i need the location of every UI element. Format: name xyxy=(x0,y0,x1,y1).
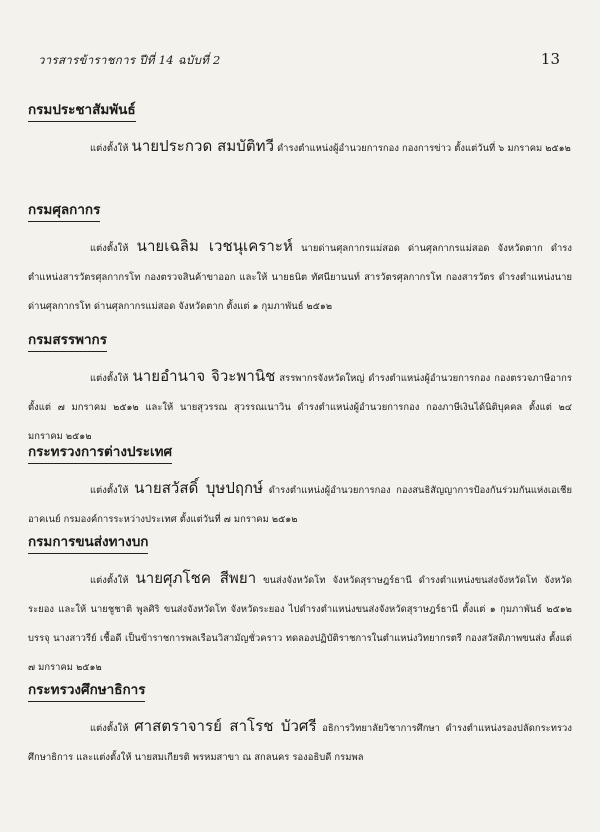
body-lead: แต่งตั้งให้ xyxy=(90,143,132,154)
section-body xyxy=(28,474,572,534)
body-text: อธิการวิทยาลัยวิชาการศึกษา ดำรงตำแหน่งรองปลัดกระทรวงศึกษาธิการ และแต่งตั้งให้ นายสมเกียรติ พรหมสาขา ณ สกลนคร รองอธิบดี กรมพล xyxy=(28,723,572,763)
appointee-name: นายเฉลิม เวชนุเคราะห์ xyxy=(136,237,293,255)
appointee-name: นายศุภโชค สีพยา xyxy=(135,569,257,587)
section-public-relations xyxy=(28,98,572,163)
appointee-name: ศาสตราจารย์ สาโรช บัวศรี xyxy=(134,717,317,735)
section-land-transport xyxy=(28,530,572,682)
page-number: 13 xyxy=(540,50,560,68)
section-body xyxy=(28,232,572,321)
body-lead: แต่งตั้งให้ xyxy=(90,373,133,384)
body-lead: แต่งตั้งให้ xyxy=(90,485,135,496)
body-text: ดำรงตำแหน่งผู้อำนวยการกอง กองการข่าว ตั้งแต่วันที่ ๖ มกราคม ๒๕๑๒ xyxy=(274,143,571,154)
section-title: กระทรวงการต่างประเทศ xyxy=(28,440,172,464)
body-text: ขนส่งจังหวัดโท จังหวัดสุราษฎร์ธานี ดำรงตำแหน่งขนส่งจังหวัดโท จังหวัดระยอง และให้ นายชูชาติ พูลศิริ ขนส่งจังหวัดโท จังหวัดระยอง ไปดำรงตำแหน่งขนส่งจังหวัดสุราษฎร์ธานี ตั้งแต่ ๑ กุมภาพันธ์ ๒๕๑๒ บรรจุ นางสาวรีย์ เชื้อดี เป็นข้าราชการพลเรือนวิสามัญชั่วคราว ทดลองปฏิบัติราชการในตำแหน่งวิทยากรตรี กองสวัสดิภาพขนส่ง ตั้งแต่ ๗ มกราคม ๒๕๑๒ xyxy=(28,575,572,673)
appointee-name: นายประกวด สมบัติทวี xyxy=(131,137,275,155)
section-customs xyxy=(28,198,572,321)
body-text: สรรพากรจังหวัดใหญ่ ดำรงตำแหน่งผู้อำนวยการกอง กองตรวจภาษีอากร ตั้งแต่ ๗ มกราคม ๒๕๑๒ และให้ นายสุวรรณ สุวรรณเนาวิน ดำรงตำแหน่งผู้อำนวยการกอง กองภาษีเงินได้นิติบุคคล ตั้งแต่ ๒๔ มกราคม ๒๕๑๒ xyxy=(28,373,572,442)
body-text: ดำรงตำแหน่งผู้อำนวยการกอง กองสนธิสัญญาการป้องกันร่วมกันแห่งเอเชียอาคเนย์ กรมองค์การระหว่างประเทศ ตั้งแต่วันที่ ๗ มกราคม ๒๕๑๒ xyxy=(28,485,572,525)
body-lead: แต่งตั้งให้ xyxy=(90,575,136,586)
section-body xyxy=(28,132,572,163)
section-title: กรมประชาสัมพันธ์ xyxy=(28,98,136,122)
section-foreign-affairs xyxy=(28,440,572,534)
section-title: กระทรวงศึกษาธิการ xyxy=(28,678,145,702)
appointee-name: นายอำนาจ จิวะพานิช xyxy=(132,367,276,385)
section-education xyxy=(28,678,572,772)
section-body xyxy=(28,564,572,682)
body-lead: แต่งตั้งให้ xyxy=(90,243,137,254)
appointee-name: นายสวัสดิ์ บุษปฤกษ์ xyxy=(134,479,264,497)
page-header xyxy=(38,50,560,70)
section-revenue xyxy=(28,328,572,451)
section-title: กรมการขนส่งทางบก xyxy=(28,530,148,554)
body-text: นายด่านศุลกากรแม่สอด ด่านศุลกากรแม่สอด จังหวัดตาก ดำรงตำแหน่งสารวัตรศุลกากรโท กองตรวจสินค้าขาออก และให้ นายธนิต ทัศนียานนท์ สารวัตรศุลกากรโท กองสารวัตร ดำรงตำแหน่งนายด่านศุลกากรโท ด่านศุลกากรแม่สอด จังหวัดตาก ตั้งแต่ ๑ กุมภาพันธ์ ๒๕๑๒ xyxy=(28,243,572,312)
section-body xyxy=(28,712,572,772)
body-lead: แต่งตั้งให้ xyxy=(90,723,135,734)
section-body xyxy=(28,362,572,451)
section-title: กรมศุลกากร xyxy=(28,198,100,222)
journal-title: วารสารข้าราชการ ปีที่ 14 ฉบับที่ 2 xyxy=(38,53,221,67)
section-title: กรมสรรพากร xyxy=(28,328,107,352)
